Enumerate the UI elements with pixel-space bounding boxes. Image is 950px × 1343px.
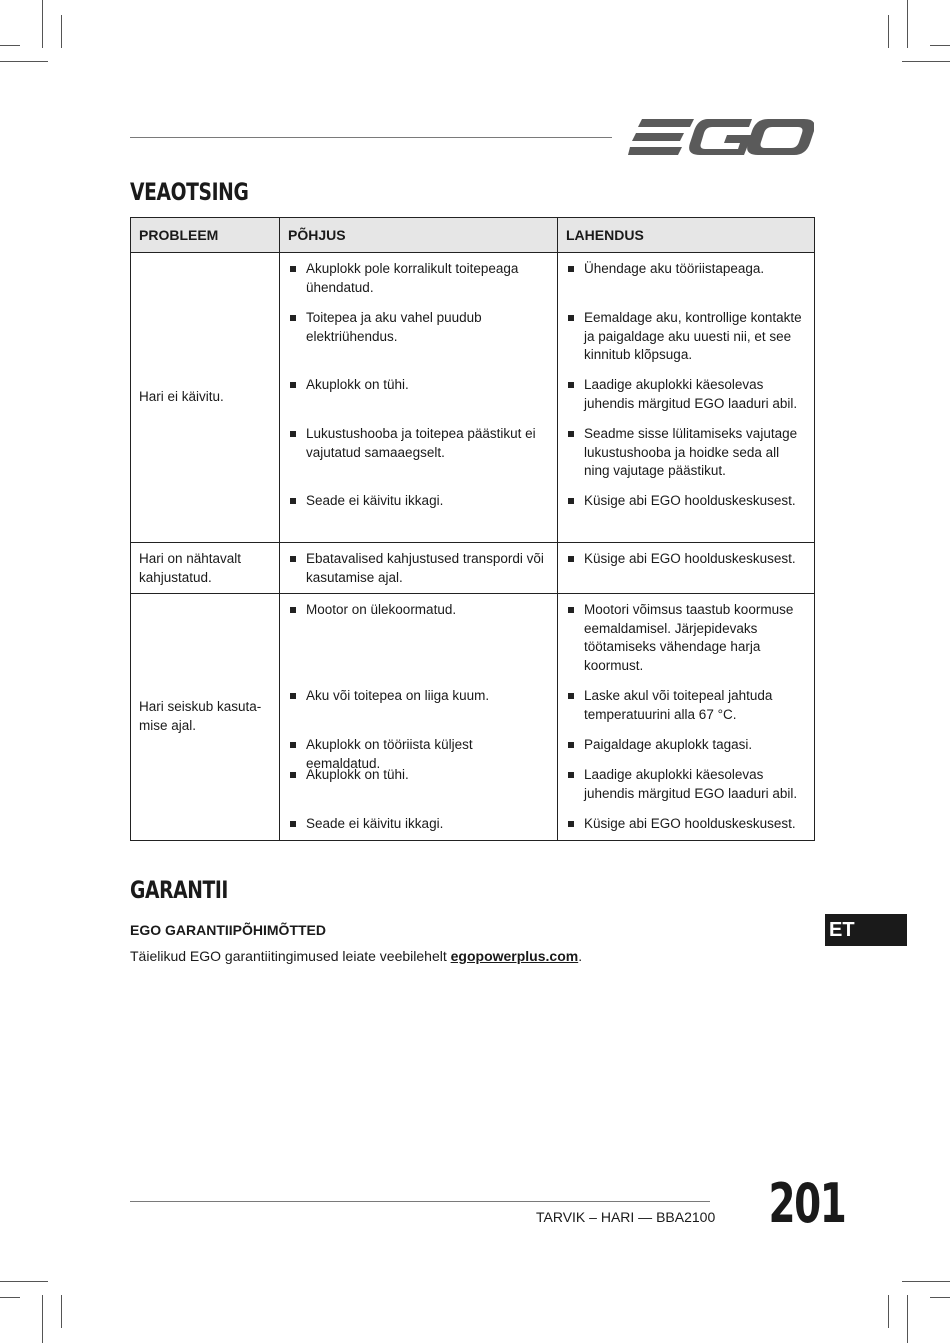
table-row bbox=[131, 253, 815, 543]
column-header-solution: LAHENDUS bbox=[558, 218, 815, 253]
solution-item: Eemaldage aku, kontrollige kontakte ja paigaldage aku uuesti nii, et see kinnitub klõpsuga. bbox=[568, 309, 806, 376]
cause-item: Aku või toitepea on liiga kuum. bbox=[290, 687, 549, 736]
crop-mark bbox=[930, 45, 950, 46]
warranty-text: Täielikud EGO garantiitingimused leiate veebilehelt egopowerplus.com. bbox=[130, 948, 583, 964]
bullet-icon bbox=[290, 309, 299, 376]
bullet-icon bbox=[568, 309, 577, 376]
troubleshooting-table bbox=[130, 217, 815, 841]
crop-mark bbox=[0, 45, 20, 46]
crop-mark bbox=[0, 1281, 48, 1282]
bullet-icon bbox=[568, 766, 577, 815]
page-number: 201 bbox=[768, 1172, 846, 1235]
header-rule bbox=[130, 137, 612, 138]
problem-cell: Hari seiskub kasuta-mise ajal. bbox=[131, 594, 280, 841]
footer-rule bbox=[130, 1201, 710, 1202]
cause-item: Toitepea ja aku vahel puudub elektriühendus. bbox=[290, 309, 549, 376]
crop-mark bbox=[61, 15, 62, 48]
solution-item: Mootori võimsus taastub koormuse eemaldamisel. Järjepidevaks töötamiseks vähendage harja koormust. bbox=[568, 601, 806, 687]
column-header-cause: PÕHJUS bbox=[280, 218, 558, 253]
solution-item: Paigaldage akuplokk tagasi. bbox=[568, 736, 806, 766]
bullet-icon bbox=[290, 492, 299, 511]
bullet-icon bbox=[290, 260, 299, 309]
crop-mark bbox=[888, 1295, 889, 1328]
troubleshooting-title: VEAOTSING bbox=[130, 178, 249, 206]
bullet-icon bbox=[568, 550, 577, 569]
crop-mark bbox=[930, 1297, 950, 1298]
warranty-subtitle: EGO GARANTIIPÕHIMÕTTED bbox=[130, 922, 326, 938]
bullet-icon bbox=[568, 425, 577, 492]
problem-cell: Hari on nähtavalt kahjustatud. bbox=[131, 543, 280, 594]
crop-mark bbox=[0, 1297, 20, 1298]
bullet-icon bbox=[290, 550, 299, 587]
bullet-icon bbox=[290, 815, 299, 834]
solution-cell bbox=[558, 253, 815, 543]
solution-item: Seadme sisse lülitamiseks vajutage lukustushooba ja hoidke seda all ning vajutage päästikut. bbox=[568, 425, 806, 492]
solution-item: Laadige akuplokki käesolevas juhendis märgitud EGO laaduri abil. bbox=[568, 766, 806, 815]
cause-item: Akuplokk pole korralikult toitepeaga ühendatud. bbox=[290, 260, 549, 309]
crop-mark bbox=[42, 1295, 43, 1343]
solution-item: Ühendage aku tööriistapeaga. bbox=[568, 260, 806, 309]
crop-mark bbox=[42, 0, 43, 48]
table-row bbox=[131, 543, 815, 594]
crop-mark bbox=[888, 15, 889, 48]
bullet-icon bbox=[568, 815, 577, 834]
bullet-icon bbox=[290, 601, 299, 687]
bullet-icon bbox=[290, 687, 299, 736]
cause-item: Akuplokk on tööriista küljest eemaldatud. bbox=[290, 736, 549, 766]
crop-mark bbox=[902, 61, 950, 62]
crop-mark bbox=[907, 0, 908, 48]
column-header-problem: PROBLEEM bbox=[131, 218, 280, 253]
solution-item: Küsige abi EGO hoolduskeskusest. bbox=[568, 550, 806, 569]
bullet-icon bbox=[568, 736, 577, 766]
solution-item: Küsige abi EGO hoolduskeskusest. bbox=[568, 815, 806, 834]
solution-item: Küsige abi EGO hoolduskeskusest. bbox=[568, 492, 806, 511]
bullet-icon bbox=[568, 492, 577, 511]
cause-cell bbox=[280, 594, 558, 841]
bullet-icon bbox=[290, 766, 299, 815]
bullet-icon bbox=[568, 687, 577, 736]
cause-cell bbox=[280, 253, 558, 543]
cause-item: Lukustushooba ja toitepea päästikut ei vajutatud samaaegselt. bbox=[290, 425, 549, 492]
bullet-icon bbox=[568, 260, 577, 309]
bullet-icon bbox=[568, 601, 577, 687]
warranty-title: GARANTII bbox=[130, 876, 229, 904]
cause-item: Mootor on ülekoormatud. bbox=[290, 601, 549, 687]
solution-item: Laadige akuplokki käesolevas juhendis märgitud EGO laaduri abil. bbox=[568, 376, 806, 425]
solution-item: Laske akul või toitepeal jahtuda temperatuurini alla 67 °C. bbox=[568, 687, 806, 736]
bullet-icon bbox=[290, 376, 299, 425]
crop-mark bbox=[907, 1295, 908, 1343]
cause-item: Akuplokk on tühi. bbox=[290, 766, 549, 815]
footer-text: TARVIK – HARI — BBA2100 bbox=[536, 1209, 716, 1225]
crop-mark bbox=[0, 61, 48, 62]
ego-logo bbox=[628, 115, 814, 159]
bullet-icon bbox=[290, 736, 299, 766]
solution-cell bbox=[558, 543, 815, 594]
warranty-link[interactable]: egopowerplus.com bbox=[450, 948, 579, 964]
cause-item: Seade ei käivitu ikkagi. bbox=[290, 492, 549, 511]
table-row bbox=[131, 594, 815, 841]
cause-cell bbox=[280, 543, 558, 594]
crop-mark bbox=[902, 1281, 950, 1282]
solution-cell bbox=[558, 594, 815, 841]
cause-item: Akuplokk on tühi. bbox=[290, 376, 549, 425]
language-tab: ET bbox=[825, 914, 907, 946]
bullet-icon bbox=[290, 425, 299, 492]
problem-cell: Hari ei käivitu. bbox=[131, 253, 280, 543]
cause-item: Seade ei käivitu ikkagi. bbox=[290, 815, 549, 834]
bullet-icon bbox=[568, 376, 577, 425]
cause-item: Ebatavalised kahjustused transpordi või kasutamise ajal. bbox=[290, 550, 549, 587]
crop-mark bbox=[61, 1295, 62, 1328]
